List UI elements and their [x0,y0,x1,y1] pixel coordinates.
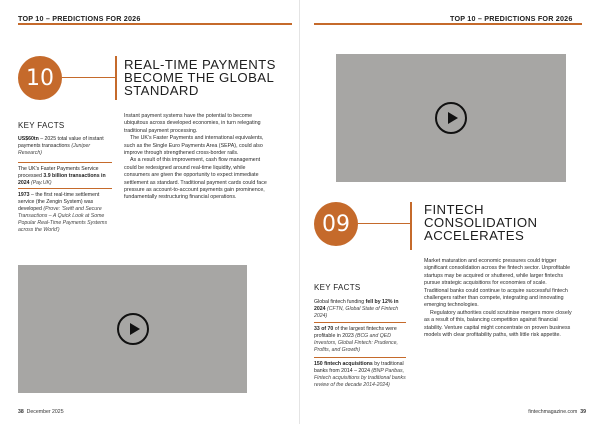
header-rule [314,23,582,25]
key-facts-heading: KEY FACTS [18,121,65,130]
prediction-title: FINTECH CONSOLIDATION ACCELERATES [424,202,538,243]
article-body: Instant payment systems have the potential to become ubiquitous across developed economies, in turn relegating traditional payment processing. The UK's Faster Payments and international equivalents, such as the Single Euro Payments Area (SEPA), could also improve through strengthened cross-border rails. As a result of this improvement, cash flow management could be redesigned around real-time liquidity, while consumers are given the opportunity to expect immediate settlement as standard. Traditional payment cards could face pressure as account-to-account payments gain prominence, fundamentally restructuring financial operations. [124,113,267,201]
play-icon[interactable] [435,102,467,134]
right-page [300,0,600,424]
key-fact-3: 150 fintech acquisitions by traditional banks from 2014 – 2024 (BNP Paribas, Fintech acquisitions by traditional banks review of the decade 2014-2024) [314,361,406,388]
page-footer: 38 December 2025 [18,409,64,415]
key-fact-1: Global fintech funding fell by 12% in 2024 (CFTN, Global State of Fintech 2024) [314,299,399,319]
fact-divider [18,162,112,163]
fact-divider [18,188,112,189]
fact-divider [314,357,406,358]
header-rule [18,23,292,25]
prediction-number-badge: 09 [314,202,358,246]
video-player[interactable] [18,265,247,393]
video-player[interactable] [336,54,566,182]
prediction-number-badge: 10 [18,56,62,100]
key-facts-heading: KEY FACTS [314,283,361,292]
key-fact-3: 1973 – the first real-time settlement service (the Zengin System) was developed (Prove: 'Swift and Secure Transactions – A Quick Look at Some Popular Real-Time Payments Systems across the World') [18,192,108,233]
number-rule [358,223,410,224]
title-accent-bar [410,202,412,250]
prediction-title: REAL-TIME PAYMENTS BECOME THE GLOBAL STANDARD [124,57,276,98]
play-icon[interactable] [117,313,149,345]
page-footer: fintechmagazine.com 39 [528,409,586,415]
fact-divider [314,322,406,323]
number-rule [62,77,116,78]
page-header: TOP 10 – PREDICTIONS FOR 2026 [450,14,573,23]
key-fact-1: US$60tn – 2025 total value of instant payments transactions (Juniper Research) [18,136,104,156]
key-fact-2: 33 of 70 of the largest fintechs were profitable in 2023 (BCG and QED Investors, Global Fintech: Prudence, Profits, and Growth) [314,326,398,353]
title-accent-bar [115,56,117,100]
key-fact-2: The UK's Faster Payments Service processed 3.9 billion transactions in 2024 (Pay.UK) [18,166,106,186]
page-header: TOP 10 – PREDICTIONS FOR 2026 [18,14,141,23]
article-body: Market maturation and economic pressures could trigger significant consolidation across the fintech sector. Unprofitable startups may be acquired or shuttered, while larger fintechs pursue strategic acquisitions for economies of scale. Traditional banks could continue to acquire successful fintech challengers rather than compete, integrating and innovating emerging technologies. Regulatory authorities could scrutinise mergers more closely as a result of this, balancing competition against financial stability. Venture capital might concentrate on proven business models with clear profitability paths, with little risk appetite. [424,258,572,339]
